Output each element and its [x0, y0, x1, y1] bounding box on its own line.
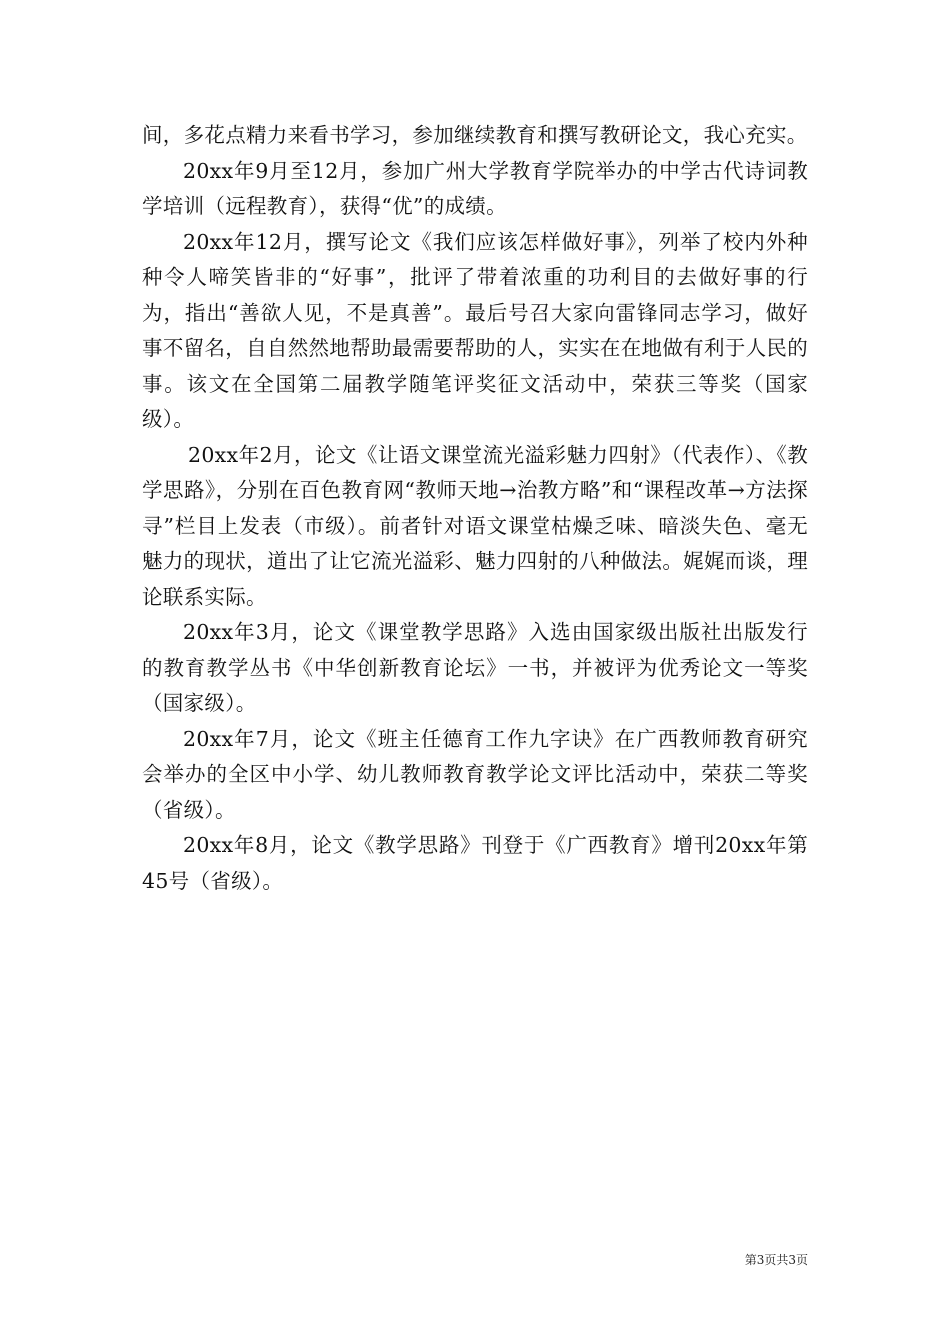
paragraph-training: 20xx年9月至12月，参加广州大学教育学院举办的中学古代诗词教学培训（远程教育），获得“优”的成绩。: [142, 158, 808, 218]
paragraph-guangxi-education: 20xx年8月，论文《教学思路》刊登于《广西教育》增刊20xx年第45号（省级）。: [142, 833, 808, 893]
page-number-footer: 第3页共3页: [744, 1253, 808, 1267]
paragraph-teaching-ideas-essay: 20xx年3月，论文《课堂教学思路》入选由国家级出版社出版发行的教育教学丛书《中华创新教育论坛》一书，并被评为优秀论文一等奖（国家级）。: [142, 620, 808, 715]
paragraph-good-deeds-essay: 20xx年12月，撰写论文《我们应该怎样做好事》，列举了校内外种种令人啼笑皆非的“好事”，批评了带着浓重的功利目的去做好事的行为，指出“善欲人见，不是真善”。最后号召大家向雷锋同志学习，做好事不留名，自自然然地帮助最需要帮助的人，实实在在地做有利于人民的事。该文在全国第二届教学随笔评奖征文活动中，荣获三等奖（国家级）。: [142, 229, 808, 431]
paragraph-chinese-class-essay: 20xx年2月，论文《让语文课堂流光溢彩魅力四射》（代表作）、《教学思路》，分别在百色教育网“教师天地→治教方略”和“课程改革→方法探寻”栏目上发表（市级）。前者针对语文课堂枯燥乏味、暗淡失色、毫无魅力的现状，道出了让它流光溢彩、魅力四射的八种做法。娓娓而谈，理论联系实际。: [142, 442, 808, 609]
document-body: [142, 118, 808, 899]
paragraph-moral-education-essay: 20xx年7月，论文《班主任德育工作九字诀》在广西教师教育研究会举办的全区中小学、幼儿教师教育教学论文评比活动中，荣获二等奖（省级）。: [142, 726, 808, 822]
paragraph-continuation: 间，多花点精力来看书学习，参加继续教育和撰写教研论文，我心充实。: [142, 123, 808, 147]
